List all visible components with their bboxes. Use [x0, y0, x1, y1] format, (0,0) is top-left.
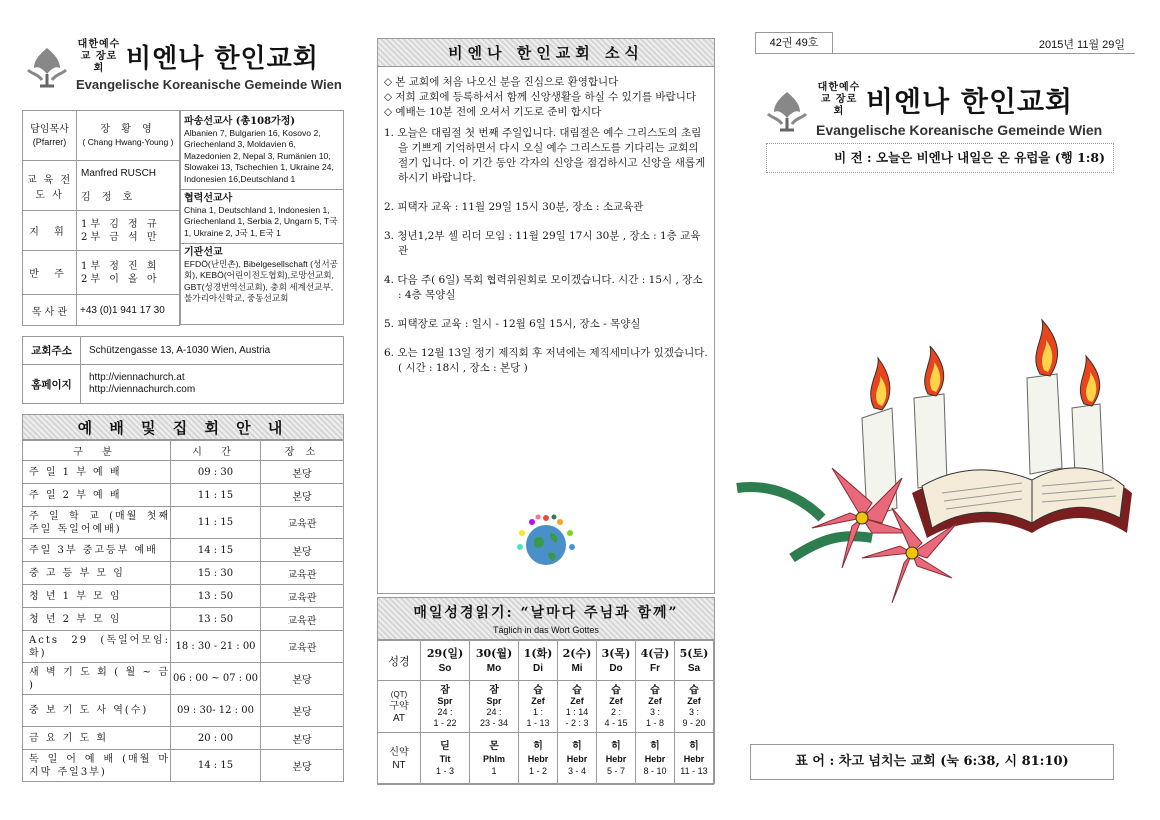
nt-reading [597, 733, 636, 785]
reading-day-de: Mo [486, 662, 502, 674]
ot-book: 습 [689, 684, 699, 696]
schedule-row [23, 507, 344, 539]
issue-number: 42권 49호 [755, 32, 833, 54]
nt-verses: 1 - 2 [529, 765, 548, 776]
nt-book: 히 [689, 740, 699, 752]
schedule-row-time: 09 : 30- 12 : 00 [171, 695, 261, 727]
missions-org-text: EFDÖ(난민촌), Bibelgesellschaft (성서공회), KEBÖ(어린이전도협회),로망선교회, GBT(성경번역선교회), 충회 세계선교부, 불가리아신학교, 중동선교회 [184, 258, 338, 303]
schedule-row-name: 중 고 등 부 모 임 [23, 562, 171, 585]
address-label: 교회주소 [23, 337, 81, 365]
reading-day [635, 641, 674, 681]
schedule-row [23, 585, 344, 608]
reading-panel [377, 597, 715, 784]
ot-label-de: AT [392, 712, 406, 724]
ot-reading [674, 681, 713, 733]
nt-label-de: NT [392, 759, 406, 771]
news-item: 6. 오는 12월 13일 정기 제직회 후 저녁에는 제직세미나가 있겠습니다. ( 시간 : 18시 , 장소 : 본당 ) [384, 347, 708, 374]
teacher-2: 김 정 호 [81, 191, 137, 203]
ot-verses: 9 - 20 [682, 717, 706, 728]
nt-abbr: Hebr [566, 753, 588, 764]
schedule-row [23, 608, 344, 631]
ot-abbr: Zef [648, 695, 662, 706]
nt-book: 히 [650, 740, 660, 752]
reading-day [470, 641, 519, 681]
reading-day-kr: 5(토) [679, 646, 709, 660]
ot-abbr: Spr [486, 695, 502, 706]
schedule-row-time: 14 : 15 [171, 539, 261, 562]
ot-verses: 1 - 22 [433, 717, 457, 728]
reading-day-de: Sa [687, 662, 701, 674]
schedule-row-time: 11 : 15 [171, 507, 261, 539]
schedule-row-place: 교육관 [261, 631, 344, 663]
ot-label-qt: (QT) [390, 689, 408, 699]
schedule-row [23, 695, 344, 727]
schedule-row [23, 539, 344, 562]
missions-sent-title: 파송선교사 (총108가정) [184, 116, 296, 127]
senior-pastor-name: 장 황 영 [100, 123, 156, 135]
schedule-row-place: 본당 [261, 484, 344, 507]
nt-verses: 11 - 13 [680, 765, 708, 776]
schedule-row-time: 13 : 50 [171, 608, 261, 631]
nt-abbr: Hebr [605, 753, 627, 764]
reading-subtitle: Täglich in das Wort Gottes [493, 625, 599, 635]
schedule-row-place: 교육관 [261, 562, 344, 585]
missions-sent-text: Albanien 7, Bulgarien 16, Kosovo 2, Griechenland 3, Moldavien 6, Mazedonien 2, Nepal 3, Rumänien 10, Slowakei 13, Tschechien 1, Ukraine 24, Indonesien 16,Deutschland 1 [184, 127, 334, 184]
senior-pastor-name-en: ( Chang Hwang-Young ) [82, 136, 174, 147]
reading-day-de: Mi [571, 662, 583, 674]
reading-row-label: 성경 [378, 641, 421, 681]
ot-reading [470, 681, 519, 733]
motto-statement: 표 어 : 차고 넘치는 교회 (눅 6:38, 시 81:10) [750, 744, 1114, 780]
schedule-title: 예 배 및 집 회 안 내 [22, 414, 344, 440]
nt-verses: 1 - 3 [436, 765, 455, 776]
church-emblem-large-icon [762, 84, 812, 134]
reading-day-de: Fr [649, 662, 660, 674]
web-link-1[interactable]: http://viennachurch.at [89, 372, 185, 383]
nt-book: 히 [611, 740, 621, 752]
schedule-row-time: 11 : 15 [171, 484, 261, 507]
web-link-2[interactable]: http://viennachurch.com [89, 384, 196, 395]
ot-abbr: Zef [609, 695, 623, 706]
schedule-table [22, 440, 344, 782]
news-bullet [384, 75, 708, 90]
reading-day-de: So [438, 662, 452, 674]
accomp-1: 1부 정 진 희 [81, 260, 160, 272]
schedule-row-name: 주 일 1 부 예 배 [23, 461, 171, 484]
ot-verses: 1 - 8 [645, 717, 664, 728]
schedule-row-name: 청 년 2 부 모 임 [23, 608, 171, 631]
cover-church-logo [762, 80, 1122, 138]
address-value: Schützengasse 13, A-1030 Wien, Austria [81, 337, 344, 365]
schedule-row-place: 본당 [261, 663, 344, 695]
schedule-row-time: 09 : 30 [171, 461, 261, 484]
elder-2: 2부 금 석 만 [81, 231, 160, 243]
ot-abbr: Spr [437, 695, 453, 706]
ot-chapter: 3 : [649, 706, 660, 717]
schedule-row-place: 본당 [261, 727, 344, 750]
news-bullet-text: 예배는 10분 전에 오셔서 기도로 준비 합시다 [395, 106, 602, 118]
diamond-bullet-icon: ◇ [384, 106, 396, 118]
nt-verses: 8 - 10 [643, 765, 667, 776]
reading-day-kr: 29(일) [426, 646, 464, 660]
ot-book: 잠 [489, 684, 499, 696]
ot-chapter: 2 : [610, 706, 621, 717]
schedule-row-name: 중 보 기 도 사 역(수) [23, 695, 171, 727]
reading-day-kr: 30(월) [475, 646, 513, 660]
schedule-row-name: 주일 3부 중고등부 예배 [23, 539, 171, 562]
news-bullet [384, 105, 708, 120]
news-item: 5. 피택장로 교육 : 일시 - 12월 6일 15시, 장소 - 목양실 [384, 318, 641, 330]
schedule-row [23, 727, 344, 750]
ot-book: 습 [533, 684, 543, 696]
nt-verses: 1 [491, 765, 497, 776]
cover-denomination: 대한예수교 장로회 [817, 82, 861, 117]
schedule-row-name: 주 일 2 부 예 배 [23, 484, 171, 507]
nt-reading [519, 733, 558, 785]
ot-verses: 1 - 13 [526, 717, 550, 728]
news-item: 2. 피택자 교육 : 11월 29일 15시 30분, 장소 : 소교육관 [384, 201, 644, 213]
accomp-label: 반 주 [23, 251, 77, 295]
schedule-header-time: 시 간 [171, 441, 261, 461]
ot-chapter: 3 : [688, 706, 699, 717]
issue-date: 2015년 11월 29일 [1038, 39, 1125, 51]
nt-abbr: Tit [439, 753, 451, 764]
senior-pastor-label: 담임목사 [30, 123, 69, 135]
church-name-kr: 비엔나 한인교회 [126, 44, 319, 74]
ot-label-kr: 구약 [389, 700, 409, 712]
cover-church-name-kr: 비엔나 한인교회 [866, 85, 1074, 118]
schedule-row [23, 663, 344, 695]
reading-day [519, 641, 558, 681]
schedule-row-place: 교육관 [261, 608, 344, 631]
ot-reading [635, 681, 674, 733]
ot-book: 습 [572, 684, 582, 696]
ot-chapter: 1 : [533, 706, 544, 717]
ot-reading [558, 681, 597, 733]
missions-coop-title: 협력선교사 [184, 193, 233, 204]
news-item: 4. 다음 주( 6일) 목회 협력위원회로 모이겠습니다. 시간 : 15시 , 장소 : 4층 목양실 [384, 274, 703, 301]
candle-icon [1027, 320, 1062, 474]
nt-abbr: Hebr [644, 753, 666, 764]
schedule-row-time: 18 : 30 - 21 : 00 [171, 631, 261, 663]
reading-day [674, 641, 713, 681]
reading-day [558, 641, 597, 681]
ot-abbr: Zef [687, 695, 701, 706]
schedule-row-place: 본당 [261, 695, 344, 727]
schedule-row-name: 청 년 1 부 모 임 [23, 585, 171, 608]
schedule-row-time: 13 : 50 [171, 585, 261, 608]
schedule-row [23, 484, 344, 507]
nt-reading [674, 733, 713, 785]
ot-reading [519, 681, 558, 733]
news-bullet [384, 90, 708, 105]
news-item: 3. 청년1,2부 셀 리더 모임 : 11월 29일 17시 30분 , 장소 : 1층 교육관 [384, 230, 701, 257]
senior-pastor-label-de: (Pfarrer) [32, 136, 67, 147]
schedule-row-time: 06 : 00 ~ 07 : 00 [171, 663, 261, 695]
schedule-row [23, 461, 344, 484]
diamond-bullet-icon: ◇ [384, 76, 396, 88]
schedule-row-place: 교육관 [261, 585, 344, 608]
missions-org-title: 기관선교 [184, 247, 223, 258]
reading-day-kr: 3(목) [601, 646, 631, 660]
accomp-2: 2부 이 올 아 [81, 273, 160, 285]
nt-reading [421, 733, 470, 785]
globe-children-icon [514, 509, 578, 573]
ot-reading [421, 681, 470, 733]
elder-label: 지 휘 [23, 211, 77, 251]
ot-chapter: 24 : [486, 706, 502, 717]
schedule-row-name: 독 일 어 예 배 (매월 마지막 주일3부) [23, 750, 171, 782]
vision-statement: 비 전 : 오늘은 비엔나 내일은 온 유럽을 (행 1:8) [766, 143, 1114, 173]
news-bullet-text: 본 교회에 처음 나오신 분을 진심으로 환영합니다 [395, 76, 619, 88]
nt-book: 몬 [489, 740, 499, 752]
nt-book: 히 [533, 740, 543, 752]
reading-day-kr: 2(수) [562, 646, 592, 660]
contact-table [22, 336, 344, 404]
nt-abbr: Hebr [683, 753, 705, 764]
schedule-header-place: 장 소 [261, 441, 344, 461]
schedule-row-place: 교육관 [261, 507, 344, 539]
schedule-row [23, 750, 344, 782]
ot-abbr: Zef [570, 695, 584, 706]
schedule-row-time: 14 : 15 [171, 750, 261, 782]
office-label: 목 사 관 [23, 295, 77, 326]
schedule-header-name: 구 분 [23, 441, 171, 461]
church-emblem-icon [22, 40, 72, 90]
teacher-label: 교 육 전 도 사 [23, 161, 77, 211]
nt-book: 히 [572, 740, 582, 752]
nt-reading [558, 733, 597, 785]
news-item: 1. 오늘은 대림절 첫 번째 주일입니다. 대림절은 예수 그리스도의 초림을 기쁘게 기억하면서 다시 오실 예수 그리스도를 기다리는 교회의 절기 입니다. 이 기간 동안 각자의 신앙을 점검하시고 신앙을 새롭게 하시기 바랍니다. [384, 127, 706, 184]
nt-abbr: Phlm [483, 753, 506, 764]
church-name-de: Evangelische Koreanische Gemeinde Wien [76, 77, 342, 92]
teacher-1: Manfred RUSCH [81, 167, 157, 179]
elder-1: 1부 김 정 규 [81, 218, 160, 230]
ot-verses: 4 - 15 [604, 717, 628, 728]
reading-day-kr: 1(화) [523, 646, 553, 660]
schedule-row-name: 새 벽 기 도 회 ( 월 ~ 금 ) [23, 663, 171, 695]
reading-day [597, 641, 636, 681]
ot-abbr: Zef [531, 695, 545, 706]
schedule-row-place: 본당 [261, 461, 344, 484]
schedule-row [23, 562, 344, 585]
news-panel [377, 38, 715, 594]
ot-book: 습 [650, 684, 660, 696]
office-phone: +43 (0)1 941 17 30 [77, 295, 180, 326]
nt-reading [470, 733, 519, 785]
schedule-row-time: 15 : 30 [171, 562, 261, 585]
ot-chapter: 1 : 14 [565, 706, 589, 717]
reading-day [421, 641, 470, 681]
reading-day-de: Do [609, 662, 623, 674]
candle-icon [914, 346, 947, 488]
advent-candles-bible-illustration [732, 318, 1144, 608]
nt-verses: 5 - 7 [606, 765, 625, 776]
left-church-logo [22, 38, 352, 92]
ot-reading [597, 681, 636, 733]
ot-verses: - 2 : 3 [565, 717, 589, 728]
missions-box [180, 110, 344, 325]
web-label: 홈페이지 [23, 365, 81, 404]
issue-bar [755, 32, 1135, 54]
schedule-row-name: 금 요 기 도 회 [23, 727, 171, 750]
cover-church-name-de: Evangelische Koreanische Gemeinde Wien [816, 122, 1103, 138]
schedule-row-place: 본당 [261, 539, 344, 562]
nt-reading [635, 733, 674, 785]
ot-book: 습 [611, 684, 621, 696]
nt-abbr: Hebr [527, 753, 549, 764]
ot-verses: 23 - 34 [480, 717, 509, 728]
reading-day-de: Di [533, 662, 544, 674]
ot-chapter: 24 : [437, 706, 453, 717]
schedule-row-name: 주 일 학 교 (매월 첫째 주일 독일어예배) [23, 507, 171, 539]
news-bullet-text: 저희 교회에 등록하셔서 함께 신앙생활을 하실 수 있기를 바랍니다 [395, 91, 696, 103]
open-bible-icon [912, 468, 1132, 538]
reading-day-kr: 4(금) [640, 646, 670, 660]
ot-book: 잠 [440, 684, 450, 696]
schedule-row [23, 631, 344, 663]
schedule-row-time: 20 : 00 [171, 727, 261, 750]
news-title: 비엔나 한인교회 소식 [378, 39, 714, 67]
nt-label-kr: 신약 [389, 746, 409, 758]
schedule-row-name: Acts 29 (독일어모임:화) [23, 631, 171, 663]
denomination: 대한예수교 장로회 [77, 38, 121, 74]
schedule-row-place: 본당 [261, 750, 344, 782]
nt-verses: 3 - 4 [568, 765, 587, 776]
staff-table [22, 110, 180, 326]
reading-title: 매일성경읽기: “날마다 주님과 함께” [413, 605, 679, 621]
diamond-bullet-icon: ◇ [384, 91, 396, 103]
reading-table [377, 640, 714, 785]
nt-book: 딛 [440, 740, 450, 752]
missions-coop-text: China 1, Deutschland 1, Indonesien 1, Griechenland 1, Serbia 2, Ungarn 5, T국 1, Ukraine 2, J국 1, E국 1 [184, 204, 338, 238]
